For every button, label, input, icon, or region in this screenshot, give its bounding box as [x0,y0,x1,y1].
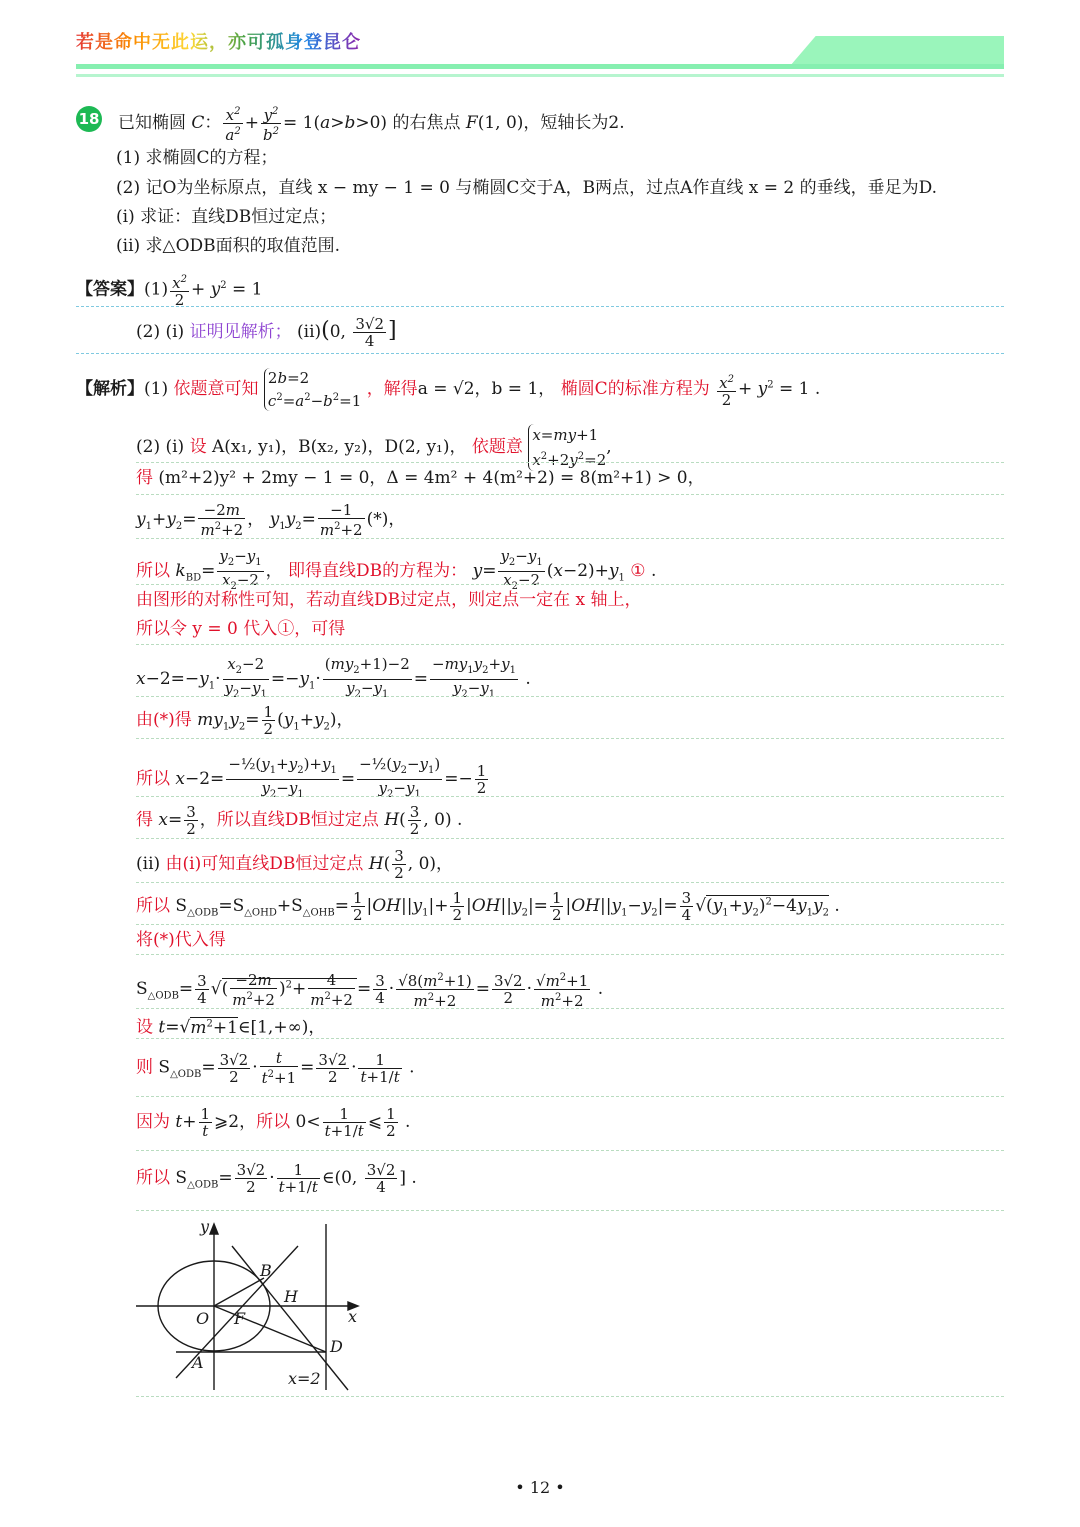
analysis-l9-a: 由(*)得 [136,710,192,730]
answer-2-prefix: (2) (i) [136,322,185,342]
analysis-line-16: 设 $t=√m^2+1\in[1,+\infty)$， [136,1017,326,1038]
analysis-line-15: $S_{\triangle ODB}=$ $\frac{3}{4}$ √( $\frac{-2m}{m^2+2}$ )$^2$+ $\frac{4}{m^2+2}$ = $\frac{3}{4}$ · $\frac{√8(m^2+1)}{m^2+2}$ = $\frac{3√2}{2}$ · $\frac{√m^2+1}{m^2+2}$ . [136,970,604,1010]
label-o: O [196,1309,210,1328]
analysis-l12-b: 由(i)可知直线DB恒过定点 [165,854,364,874]
divider-11 [136,838,1004,839]
analysis-l5-a: 所以 [136,561,170,581]
analysis-line-1: 【解析】(1) 依题意可知 2b=2 $c^2=a^2-b^2=1$ ，解得a = √2，b = 1， 椭圆C的标准方程为 $\frac{x^2}{2}$ + $y^2 = 1$ . [76,369,821,410]
divider-9 [136,738,1004,739]
label-f: F [234,1309,246,1328]
divider-8 [136,696,1004,697]
analysis-l2-b: 设 [189,437,207,457]
analysis-l19-a: 所以 [136,1168,170,1188]
header-rule [76,64,1004,69]
question-part2-ii: (ii) 求△ODB面积的取值范围. [116,236,341,256]
question-stem-c: ，短轴长为2. [523,113,625,133]
divider-15 [136,1008,1004,1009]
analysis-l2-d: 依题意 [471,437,523,457]
divider-7 [136,644,1004,645]
answer-1-prefix: (1) [144,279,169,300]
analysis-l2-c: A(x₁, y₁)，B(x₂, y₂)，D(2, y₁)， [212,437,467,457]
analysis-line-13: 所以 $S_{\triangle ODB}=S_{\triangle OHD}+S_{\triangle OHB}=$ $\frac{1}{2}$ $|OH||y_1|+$ $\frac{1}{2}$ $|OH||y_2|=$ $\frac{1}{2}$ $|OH||y_1-y_2|=$ $\frac{3}{4}$ $√(y_1+y_2)^2-4y_1y_2$ . [136,889,840,924]
header-motto-text: 若是命中无此运，亦可孤身登昆仑 [76,32,361,53]
analysis-line-18: 因为 t+ $\frac{1}{t}$ ⩾2，所以 0< $\frac{1}{t+1/t}$ ⩽ $\frac{1}{2}$ . [136,1105,411,1140]
divider-13 [136,924,1004,925]
analysis-l18-a: 因为 [136,1112,170,1132]
question-stem-a: 已知椭圆 [118,113,186,133]
label-a: A [192,1353,204,1372]
analysis-line-7: 所以令 y = 0 代入①，可得 [136,619,346,639]
header-tab-decoration [790,36,1004,66]
header-motto [76,28,361,54]
analysis-l17-a: 则 [136,1057,153,1078]
analysis-line-10: 所以 x−2= $\frac{-\frac{1}{2}(y_1+y_2)+y_1}{y_2-y_1}$ = $\frac{-\frac{1}{2}(y_2-y_1)}{y_2-y_1}$ =− $\frac{1}{2}$ [136,755,487,800]
question-number-badge: 18 [76,106,102,132]
analysis-l3-b: (m²+2)y² + 2my − 1 = 0，Δ = 4m² + 4(m²+2) = 8(m²+1) > 0， [158,468,705,488]
answer-2-proof: 证明见解析； [189,322,292,342]
y-axis-arrow [210,1224,218,1234]
divider-10 [136,796,1004,797]
answer-line-2: (2) (i) 证明见解析； (ii)(0, $\frac{3√2}{4}$ ] [136,315,397,350]
analysis-line-11: 得 x= $\frac{3}{2}$ ，所以直线DB恒过定点 H( $\frac{3}{2}$ , 0) . [136,803,463,838]
question-part2-i: (i) 求证：直线DB恒过定点； [116,207,337,227]
question-stem-b: 的右焦点 [392,113,461,133]
analysis-l11-a: 得 [136,810,153,830]
analysis-line-2: (2) (i) 设 A(x₁, y₁)，B(x₂, y₂)，D(2, y₁)， 依题意 x=my+1 $x^2+2y^2=2$, [136,426,612,469]
question-stem: 已知椭圆 C： $\frac{x^2}{a^2}$ + $\frac{y^2}{b^2}$ = 1(a>b>0) 的右焦点 F(1, 0)，短轴长为2. [118,106,625,144]
analysis-line-14: 将(*)代入得 [136,930,226,950]
analysis-l10-a: 所以 [136,769,170,789]
analysis-line-9: 由(*)得 $my_1y_2=$ $\frac{1}{2}$ $(y_1+y_2)$， [136,703,354,738]
question-part1: (1) 求椭圆C的方程； [116,148,278,168]
divider-16 [136,1038,1004,1039]
line-ob [214,1278,264,1306]
analysis-l12-a: (ii) [136,854,161,874]
label-b: B [260,1261,272,1280]
analysis-l3-a: 得 [136,468,153,488]
divider-5 [136,584,1004,585]
analysis-l1-d: a = √2，b = 1， [417,379,556,399]
answer-2-ii: (ii) [297,322,322,342]
page-number: • 12 • [515,1478,565,1497]
divider-4 [136,538,1004,539]
label-d: D [330,1337,343,1356]
divider-3 [136,494,1004,495]
label-y: y [200,1218,210,1236]
divider-18 [136,1150,1004,1151]
divider-17 [136,1096,1004,1097]
analysis-l1-c: ，解得 [366,379,418,399]
analysis-l5-b: 即得直线DB的方程为： [288,561,468,581]
analysis-line-8: $x-2=-y_1\cdot$ $\frac{x_2-2}{y_2-y_1}$ $=-y_1\cdot$ $\frac{(my_2+1)-2}{y_2-y_1}$ = $\frac{-my_1y_2+y_1}{y_2-y_1}$ . [136,655,531,700]
divider-figure [136,1396,1004,1397]
analysis-label: 【解析】 [76,379,144,399]
label-x: x [348,1307,358,1326]
divider-12 [136,882,1004,883]
answer-divider-2 [76,353,1004,354]
answer-label: 【答案】 [76,279,144,300]
analysis-line-6: 由图形的对称性可知，若动直线DB过定点，则定点一定在 x 轴上， [136,590,642,610]
analysis-line-17: 则 $S_{\triangle ODB}=$ $\frac{3√2}{2}$ · $\frac{t}{t^2+1}$ = $\frac{3√2}{2}$ · $\frac{1}{t+1/t}$ . [136,1049,415,1087]
analysis-line-12: (ii) 由(i)可知直线DB恒过定点 H( $\frac{3}{2}$ , 0)， [136,847,454,882]
question-part2: (2) 记O为坐标原点，直线 x − my − 1 = 0 与椭圆C交于A，B两点，过点A作直线 x = 2 的垂线，垂足为D. [116,178,938,198]
analysis-line-5: 所以 $k_{BD}=$ $\frac{y_2-y_1}{x_2-2}$ ， 即得直线DB的方程为： y= $\frac{y_2-y_1}{x_2-2}$ $(x-2)+y_1$ ① . [136,547,657,592]
divider-19 [136,1210,1004,1211]
analysis-l16-a: 设 [136,1017,153,1038]
geometry-figure [136,1218,376,1398]
answer-divider-1 [76,306,1004,307]
analysis-line-4: $y_1+y_2=$ $\frac{-2m}{m^2+2}$ ， $y_1y_2=$ $\frac{-1}{m^2+2}$ (*)， [136,501,406,539]
answer-line-1: 【答案】(1) $\frac{x^2}{2}$ + $y^2 = 1$ [76,274,263,309]
analysis-l1-b: 依题意可知 [173,379,259,399]
divider-14 [136,954,1004,955]
analysis-l1-e: 椭圆C的标准方程为 [560,379,710,399]
analysis-line-19: 所以 $S_{\triangle ODB}=$ $\frac{3√2}{2}$ · $\frac{1}{t+1/t}$ ∈(0, $\frac{3√2}{4}$ ] . [136,1161,417,1196]
analysis-line-3 [136,466,705,490]
label-h: H [284,1287,298,1306]
analysis-l2-a: (2) (i) [136,437,185,457]
label-line: x=2 [288,1369,321,1388]
analysis-l1-a: (1) [144,379,169,399]
header-rule-thin [76,74,1004,77]
analysis-l11-b: 所以直线DB恒过定点 [216,810,379,830]
analysis-l13-a: 所以 [136,896,170,916]
divider-2 [136,462,1004,463]
analysis-l18-b: 所以 [256,1112,291,1132]
